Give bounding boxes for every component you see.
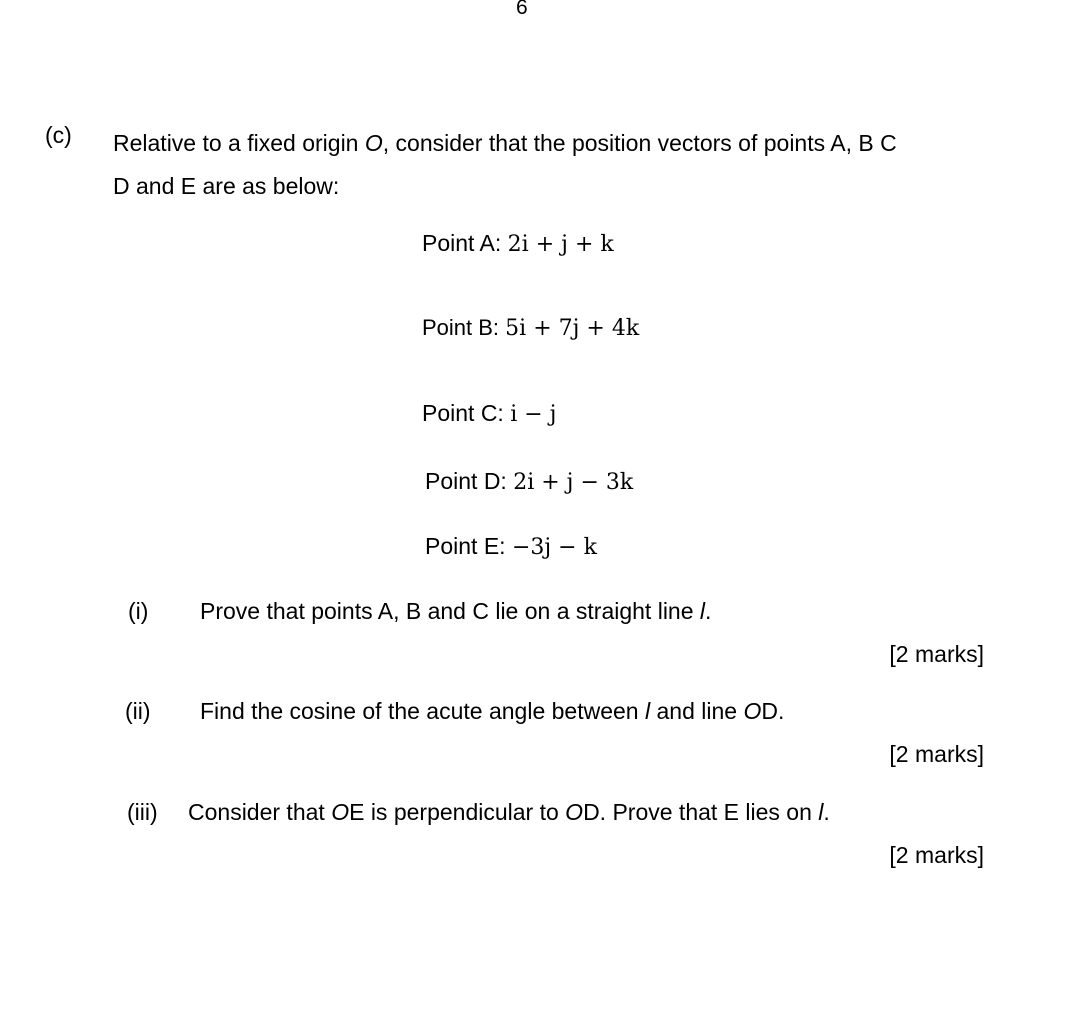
point-d bbox=[425, 468, 633, 495]
question-2-text-mid: and line bbox=[650, 698, 744, 724]
question-1-text bbox=[200, 598, 711, 625]
point-b-vector: 5i + 7j + 4k bbox=[505, 316, 640, 341]
question-3-text-b: . bbox=[823, 799, 830, 825]
point-e bbox=[425, 533, 597, 560]
point-a-label: Point A: bbox=[422, 230, 502, 256]
question-3-line-l: l bbox=[818, 799, 824, 825]
question-2-text-a: Find the cosine of the acute angle between bbox=[200, 698, 645, 724]
intro-text bbox=[113, 122, 1013, 208]
intro-line2: D and E are as below: bbox=[113, 173, 340, 199]
intro-origin: O bbox=[364, 130, 383, 156]
question-3-origin-1: O bbox=[331, 799, 350, 825]
point-b-label: Point B: bbox=[422, 315, 500, 340]
intro-after: , consider that the position vectors of points A, B C bbox=[382, 130, 897, 156]
question-1-text-a: Prove that points A, B and C lie on a straight line bbox=[200, 598, 700, 624]
question-2-origin: O bbox=[743, 698, 762, 724]
point-d-vector: 2i + j − 3k bbox=[513, 470, 634, 495]
point-b bbox=[422, 315, 639, 341]
point-e-label: Point E: bbox=[425, 533, 506, 559]
question-3-origin-2: O bbox=[565, 799, 584, 825]
question-2-marks: [2 marks] bbox=[889, 741, 984, 767]
question-3-text-a: Consider that bbox=[188, 799, 332, 825]
question-1-number: (i) bbox=[128, 598, 149, 624]
intro-before: Relative to a fixed origin bbox=[113, 130, 365, 156]
question-1-text-b: . bbox=[705, 598, 712, 624]
question-3-number: (iii) bbox=[127, 799, 158, 825]
question-2-number: (ii) bbox=[125, 698, 151, 724]
point-d-label: Point D: bbox=[425, 468, 507, 494]
point-a bbox=[422, 230, 614, 257]
question-3-text-mid-1: E is perpendicular to bbox=[349, 799, 566, 825]
page-number: 6 bbox=[516, 0, 528, 19]
point-c-label: Point C: bbox=[422, 400, 504, 426]
question-1-line-l: l bbox=[699, 598, 706, 624]
question-2-text-b: D. bbox=[761, 698, 785, 724]
part-label: (c) bbox=[45, 122, 72, 148]
question-1-marks: [2 marks] bbox=[889, 641, 984, 667]
point-c-vector: i − j bbox=[510, 402, 557, 427]
question-3-marks: [2 marks] bbox=[889, 842, 984, 868]
point-e-vector: −3j − k bbox=[511, 535, 597, 560]
question-3-text-mid-2: D. Prove that E lies on bbox=[583, 799, 819, 825]
question-3-text bbox=[188, 799, 830, 826]
question-2-line-l: l bbox=[644, 698, 651, 724]
question-2-text bbox=[200, 698, 784, 725]
point-c bbox=[422, 400, 557, 427]
point-a-vector: 2i + j + k bbox=[507, 232, 614, 257]
